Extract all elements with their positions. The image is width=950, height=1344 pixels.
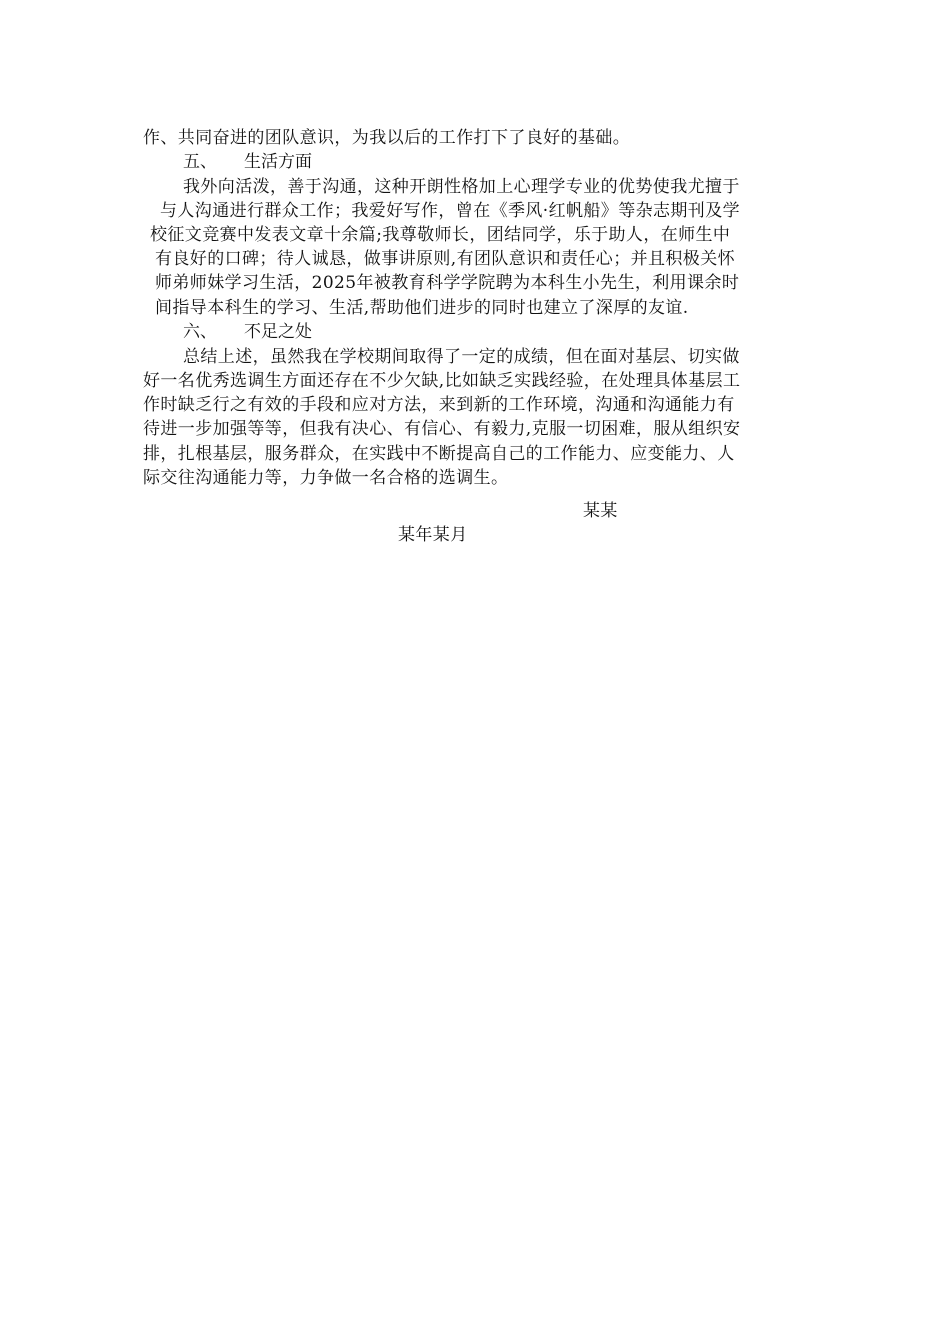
section-number: 五、	[183, 152, 217, 172]
paragraph-line: 作时缺乏行之有效的手段和应对方法，来到新的工作环境，沟通和沟通能力有	[143, 395, 735, 415]
date: 某年某月	[398, 525, 468, 545]
paragraph-line: 校征文竞赛中发表文章十余篇;我尊敬师长，团结同学，乐于助人，在师生中	[150, 225, 731, 245]
paragraph-line: 间指导本科生的学习、生活,帮助他们进步的同时也建立了深厚的友谊.	[155, 298, 689, 318]
paragraph-line: 际交往沟通能力等，力争做一名合格的选调生。	[143, 468, 509, 488]
paragraph-line: 与人沟通进行群众工作；我爱好写作，曾在《季风·红帆船》等杂志期刊及学	[160, 201, 741, 221]
paragraph-line: 师弟师妹学习生活，2025年被教育科学学院聘为本科生小先生，利用课余时	[155, 273, 740, 293]
section-title: 生活方面	[244, 152, 312, 172]
paragraph-line: 好一名优秀选调生方面还存在不少欠缺,比如缺乏实践经验，在处理具体基层工	[143, 371, 741, 391]
signature: 某某	[583, 501, 618, 521]
paragraph-line: 总结上述，虽然我在学校期间取得了一定的成绩，但在面对基层、切实做	[183, 347, 740, 367]
paragraph-line: 排，扎根基层，服务群众，在实践中不断提高自己的工作能力、应变能力、人	[143, 444, 735, 464]
paragraph-line: 有良好的口碑；待人诚恳，做事讲原则,有团队意识和责任心；并且积极关怀	[155, 249, 736, 269]
paragraph-line: 我外向活泼，善于沟通，这种开朗性格加上心理学专业的优势使我尤擅于	[183, 177, 740, 197]
paragraph-line: 作、共同奋进的团队意识，为我以后的工作打下了良好的基础。	[143, 128, 631, 148]
paragraph-line: 待进一步加强等等，但我有决心、有信心、有毅力,克服一切困难，服从组织安	[143, 419, 741, 439]
section-number: 六、	[183, 322, 217, 342]
section-title: 不足之处	[244, 322, 312, 342]
